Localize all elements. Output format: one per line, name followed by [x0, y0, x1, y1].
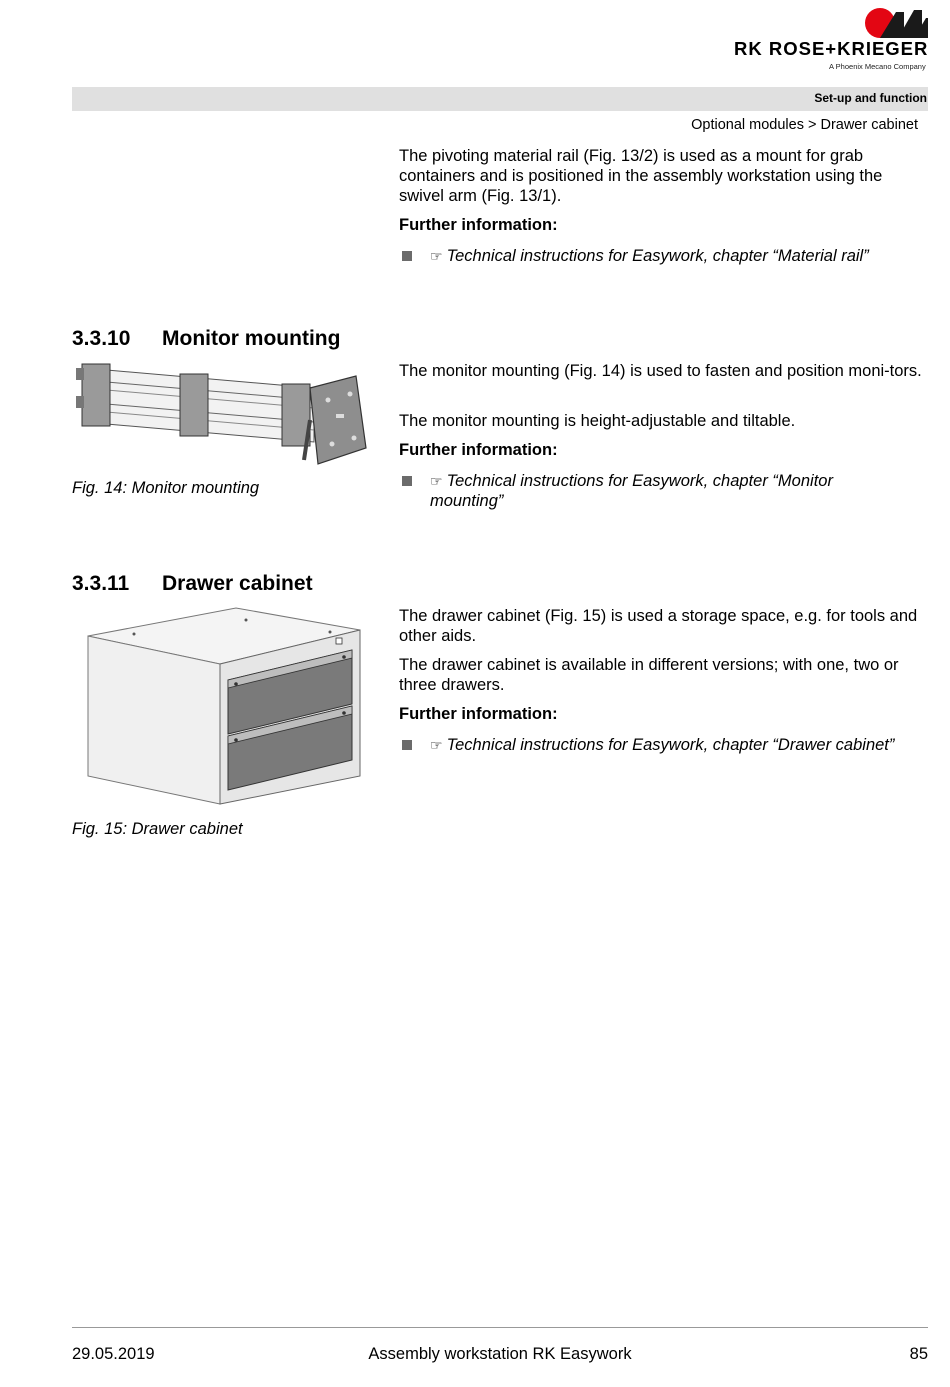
monitor-further-info-label: Further information:: [399, 441, 558, 459]
bullet-icon: [402, 740, 412, 750]
footer-date: 29.05.2019: [72, 1345, 155, 1363]
monitor-link-text[interactable]: Technical instructions for Easywork, chapter “Monitor mounting”: [430, 472, 833, 510]
pointing-hand-icon: ☞: [430, 737, 443, 753]
monitor-paragraph-1: The monitor mounting (Fig. 14) is used to fasten and position moni-tors.: [399, 362, 922, 380]
drawer-cabinet-figure: [86, 606, 362, 806]
pointing-hand-icon: ☞: [430, 473, 443, 489]
drawer-link[interactable]: [430, 735, 900, 755]
section-number: 3.3.10: [72, 327, 131, 350]
footer-page-number: 85: [909, 1345, 928, 1363]
drawer-further-info-label: Further information:: [399, 705, 558, 723]
section-number: 3.3.11: [72, 572, 130, 595]
brand-subtitle: A Phoenix Mecano Company: [829, 62, 926, 71]
monitor-mounting-figure: [74, 360, 374, 470]
pointing-hand-icon: ☞: [430, 248, 443, 264]
footer-title: Assembly workstation RK Easywork: [368, 1345, 632, 1363]
drawer-paragraph-1: The drawer cabinet (Fig. 15) is used a storage space, e.g. for tools and other aids.: [399, 607, 918, 645]
drawer-link-text[interactable]: Technical instructions for Easywork, chapter “Drawer cabinet”: [446, 736, 895, 754]
section-heading-monitor: [72, 327, 340, 351]
header-bar: [72, 87, 928, 111]
intro-link-text[interactable]: Technical instructions for Easywork, chapter “Material rail”: [446, 247, 869, 265]
section-title: Drawer cabinet: [162, 572, 313, 595]
section-title: Monitor mounting: [162, 327, 341, 350]
monitor-link[interactable]: [430, 471, 900, 511]
brand-logo-mark: [864, 6, 928, 40]
intro-paragraph: The pivoting material rail (Fig. 13/2) is used as a mount for grab containers and is positioned in the assembly workstation using the swivel arm (Fig. 13/1).: [399, 147, 883, 205]
bullet-icon: [402, 476, 412, 486]
brand-name: RK ROSE+KRIEGER: [734, 38, 929, 59]
footer-divider: [72, 1327, 928, 1328]
figure-caption-drawer: Fig. 15: Drawer cabinet: [72, 820, 243, 838]
monitor-paragraph-2: The monitor mounting is height-adjustable and tiltable.: [399, 412, 796, 430]
intro-further-info-label: Further information:: [399, 216, 558, 234]
header-section-title: Set-up and function: [814, 91, 927, 105]
figure-caption-monitor: Fig. 14: Monitor mounting: [72, 479, 260, 497]
bullet-icon: [402, 251, 412, 261]
section-heading-drawer: [72, 572, 313, 596]
intro-link[interactable]: [430, 246, 900, 266]
drawer-paragraph-2: The drawer cabinet is available in different versions; with one, two or three drawers.: [399, 656, 899, 694]
breadcrumb: Optional modules > Drawer cabinet: [691, 117, 918, 133]
